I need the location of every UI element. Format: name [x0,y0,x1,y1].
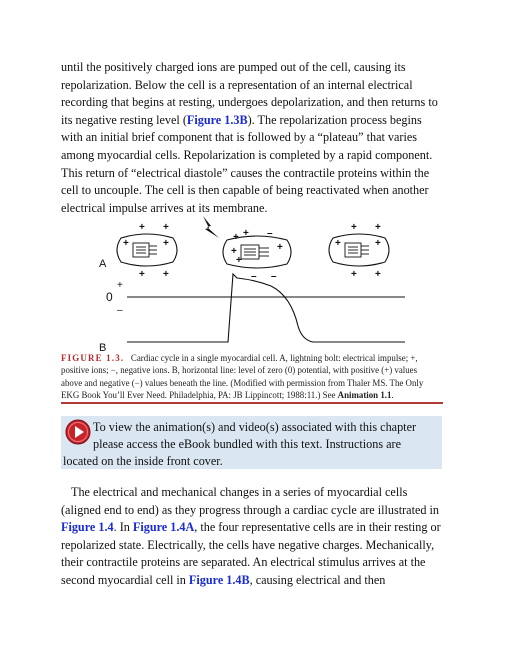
positive-ion: + [139,222,145,233]
figure-1-4b-link[interactable]: Figure 1.4B [188,572,250,587]
text-fragment: its negative resting level ( [61,112,187,127]
positive-ion: + [375,269,381,280]
positive-ion: + [163,238,169,249]
text-fragment: , the four representative cells are in their resting or [194,520,441,535]
negative-ion: – [251,271,257,282]
panel-label-a: A [99,258,107,270]
figure-label: FIGURE 1.3. [61,353,125,363]
text-line: repolarized state. Electrically, the cells have negative charges. Mechanically, [61,537,435,552]
text-line: electrical impulse arrives at its membrane. [61,200,268,215]
notice-text [63,419,438,471]
text-fragment: . In [113,520,133,535]
figure-caption [61,352,453,402]
ebook-notice-box [61,416,442,469]
positive-ion: + [277,242,283,253]
text-line: cell to uncouple. The cell is then capable of being reactivated when another [61,183,429,198]
positive-ion: + [123,238,129,249]
notice-line: please access the eBook bundled with this text. Instructions are [93,437,401,452]
panel-label-b: B [99,342,107,352]
caption-line [61,352,453,364]
lightning-bolt-icon [203,216,219,238]
figure-1-3b-link[interactable]: Figure 1.3B [186,112,248,127]
negative-axis-sign: – [117,305,123,316]
text-line: The electrical and mechanical changes in a series of myocardial cells [71,485,408,499]
positive-ion: + [163,222,169,233]
text-line [61,572,453,590]
text-line: their contractile proteins are separated. An electrical stimulus arrives at the [61,555,426,570]
text-line [61,519,453,537]
figure-1-4-link[interactable]: Figure 1.4 [61,520,114,535]
positive-ion: + [236,255,242,266]
positive-ion: + [375,238,381,249]
positive-ion: + [233,232,239,243]
negative-ion: – [271,271,277,282]
positive-ion: + [375,222,381,233]
caption-line [61,389,453,401]
positive-ion: + [163,269,169,280]
text-fragment: second myocardial cell in [61,572,189,587]
text-fragment: Cardiac cycle in a single myocardial cell. A, lightning bolt: electrical impulse; +, [130,353,418,363]
body-paragraph-1 [61,59,453,217]
positive-ion: + [243,228,249,239]
notice-line: To view the animation(s) and video(s) associated with this chapter [93,420,417,434]
text-line: with an initial brief component that is followed by a “plateau” that varies [61,130,418,145]
positive-ion: + [351,269,357,280]
caption-divider [61,402,443,404]
positive-ion: + [231,246,237,257]
negative-ion: – [267,228,273,239]
text-line [61,112,453,130]
text-fragment: ). The repolarization process begins [247,112,422,127]
text-line: repolarization. Below the cell is a representation of an internal electrical [61,77,413,92]
animation-reference: Animation 1.1 [337,390,392,401]
zero-potential-label: 0 [106,290,113,304]
text-line: This return of “electrical diastole” causes the contractile proteins within the [61,165,430,180]
text-line: among myocardial cells. Repolarization is completed by a rapid component. [61,147,433,162]
notice-line: located on the inside front cover. [63,454,223,469]
figure-1-3-diagram [91,216,417,352]
text-line: recording that begins at resting, undergoes depolarization, and then returns to [61,95,438,110]
text-line: (aligned end to end) as they progress through a cardiac cycle are illustrated in [61,502,440,517]
caption-line: positive ions; −, negative ions. B, horizontal line: level of zero (0) potential, with positive (+) values [61,365,418,376]
positive-ion: + [351,222,357,233]
text-fragment: . [391,390,394,401]
body-paragraph-2 [61,484,453,590]
positive-axis-sign: + [117,280,123,291]
text-fragment: EKG Book You’ll Ever Need. Philadelphia, PA: JB Lippincott; 1988:11.) See [61,390,338,401]
positive-ion: + [335,238,341,249]
figure-1-4a-link[interactable]: Figure 1.4A [132,520,195,535]
text-fragment: , causing electrical and then [249,572,386,587]
action-potential-trace [127,274,405,342]
text-line: until the positively charged ions are pumped out of the cell, causing its [61,60,406,74]
positive-ion: + [139,269,145,280]
caption-line: above and negative (−) values beneath the line. (Modified with permission from Thaler MS. The Only [61,377,424,388]
